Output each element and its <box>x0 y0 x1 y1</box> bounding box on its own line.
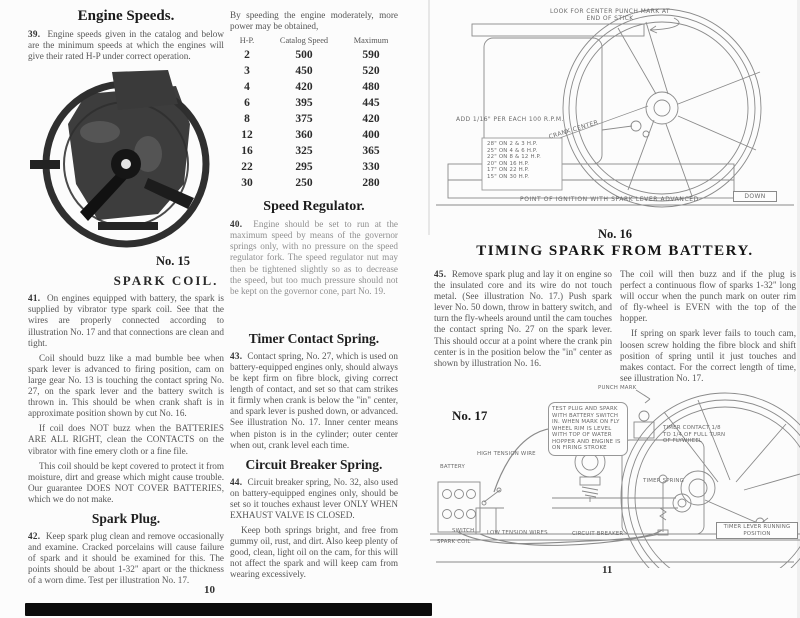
cell-catalog: 360 <box>295 128 313 141</box>
paragraph-45-col2b: If spring on spark lever fails to touch cam, loosen screw holding the fibre block and shift position of spring until it just touches and makes contact. For the correct length of time, see illustration No. 17. <box>620 328 796 383</box>
hp-distance-item: 17" ON 22 H.P. <box>487 167 530 173</box>
fig17-battery-label: BATTERY <box>440 464 465 470</box>
table-row <box>230 47 398 63</box>
paragraph-40-text: Engine should be set to run at the maximum speed by means of the governor springs only, with no pressure on the speed regulator fork. The speed regulator nut may then be tightened slightly so as to decrease the speed, but too much pressure should not be kept on the governor cone, part No. 19. <box>230 219 399 296</box>
circuit-breaker-spring-heading: Circuit Breaker Spring. <box>245 456 383 472</box>
page-gutter-shadow <box>428 0 430 235</box>
cell-max: 520 <box>362 64 380 77</box>
cell-hp: 6 <box>244 96 250 109</box>
fig17-punch-mark-label: PUNCH MARK <box>598 385 637 391</box>
speed-regulator-heading: Speed Regulator. <box>263 199 365 215</box>
paragraph-45-col2a: The coil will then buzz and if the plug is perfect a continuous flow of sparks 1-32" long will occur when the punch mark on outer rim of fly-wheel is EVEN with the top of the hopper. <box>620 269 796 324</box>
table-row <box>230 143 398 159</box>
cell-hp: 22 <box>241 160 253 173</box>
cell-max: 420 <box>362 112 380 125</box>
right-page-number: 11 <box>602 564 613 576</box>
paragraph-40 <box>230 219 398 297</box>
paragraph-41a-text: On engines equipped with battery, the spark is supplied by vibrator type spark coil. See that the wires are properly connected according to illustration No. 17 and that connections are clean and tight. <box>28 293 225 348</box>
left-page-column-2 <box>230 10 398 585</box>
paragraph-39-number: 39. <box>28 29 41 39</box>
paragraph-45-number: 45. <box>434 269 447 279</box>
paragraph-44-text: Circuit breaker spring, No. 32, also used on battery-equipped engines only, should be set so it touches exhaust lever ONLY WHEN EXHAUST VALVE IS CLOSED. <box>230 476 398 520</box>
cell-catalog: 250 <box>295 176 313 189</box>
left-page-column-1 <box>28 8 224 590</box>
spark-plug-heading: Spark Plug. <box>91 510 161 526</box>
cell-catalog: 375 <box>295 112 313 125</box>
figure-15-engine-photo <box>28 66 220 250</box>
engine-speeds-heading: Engine Speeds. <box>77 8 175 24</box>
table-row <box>230 79 398 95</box>
timing-spark-heading: TIMING SPARK FROM BATTERY. <box>476 243 754 259</box>
cell-hp: 30 <box>241 176 253 189</box>
timer-contact-spring-heading: Timer Contact Spring. <box>248 330 380 346</box>
fig17-circuit-breaker-label: CIRCUIT BREAKER <box>572 531 624 537</box>
figure-15-caption-row <box>28 252 224 270</box>
fig17-spark-coil-label: SPARK COIL <box>437 539 471 545</box>
paragraph-44 <box>230 477 398 521</box>
paragraph-45-col1-text: Remove spark plug and lay it on engine so the insulated core and its wire do not touch metal. (See illustration No. 17.) Push spark lever No. 50 down, throw in battery switch, and turn the fly-wheels around until the cam touches the contact spring No. 27 on the spark lever. This should occur at a point where the crank pin center is in the position below the "in" center as shown by illustration No. 16. <box>434 269 613 368</box>
cell-max: 365 <box>362 144 380 157</box>
hp-distance-item: 15" ON 30 H.P. <box>487 173 530 180</box>
spark-coil-heading: SPARK COIL. <box>113 273 219 289</box>
fig17-timer-lever-label: TIMER LEVER RUNNING POSITION <box>716 522 798 539</box>
figure-16-caption: No. 16 <box>597 227 633 241</box>
fig16-down-label: DOWN <box>733 191 777 202</box>
table-row <box>230 175 398 191</box>
fig16-point-of-ignition-label: POINT OF IGNITION WITH SPARK LEVER ADVANCED <box>520 196 699 203</box>
cell-max: 590 <box>362 48 380 61</box>
hp-distance-item: 20" ON 16 H.P. <box>487 160 530 167</box>
cell-hp: 8 <box>244 112 250 125</box>
cell-hp: 4 <box>244 80 250 93</box>
paragraph-41b: Coil should buzz like a mad bumble bee when spark lever is advanced to firing position, cam on large gear No. 13 is touching the contact spring No. 27, on the spark lever and the battery switch is thrown in. This should be when crank shaft is in approximate position shown by cut No. 16. <box>28 352 224 419</box>
table-row <box>230 127 398 143</box>
right-page-column-1 <box>434 269 612 373</box>
figure-17-caption: No. 17 <box>452 408 488 423</box>
speed-table-head <box>230 36 398 47</box>
cell-hp: 3 <box>244 64 250 77</box>
cell-max: 330 <box>362 160 380 173</box>
table-row <box>230 111 398 127</box>
paragraph-41c: If coil does NOT buzz when the BATTERIES ARE ALL RIGHT, clean the CONTACTS on the vibrator with fine emery cloth or a fine file. <box>28 423 224 456</box>
paragraph-42 <box>28 531 224 586</box>
paragraph-44-number: 44. <box>230 476 243 487</box>
fig17-switch-label: SWITCH <box>452 528 475 534</box>
hp-distance-item: 28" ON 2 & 3 H.P. <box>487 141 538 147</box>
cell-catalog: 420 <box>295 80 313 93</box>
speed-table <box>230 36 398 191</box>
table-row <box>230 159 398 175</box>
cell-catalog: 450 <box>295 64 313 77</box>
cell-max: 445 <box>362 96 380 109</box>
cell-catalog: 395 <box>295 96 313 109</box>
paragraph-41a <box>28 293 224 348</box>
cell-catalog: 295 <box>295 160 313 173</box>
paragraph-40-number: 40. <box>230 219 243 230</box>
paragraph-45-col1 <box>434 269 612 369</box>
speed-table-header-hp: H-P. <box>239 36 255 46</box>
cell-max: 400 <box>362 128 380 141</box>
table-row <box>230 63 398 79</box>
paragraph-41-number: 41. <box>28 293 41 304</box>
fig16-crank-center-label: CRANK CENTER <box>548 118 600 141</box>
cell-hp: 12 <box>241 128 253 141</box>
fig16-add-rpm-label: ADD 1/16" PER EACH 100 R.P.M. <box>456 116 564 123</box>
hp-distance-item: 22" ON 8 & 12 H.P. <box>487 154 542 160</box>
cell-hp: 2 <box>244 48 250 61</box>
fig16-punch-mark-label: LOOK FOR CENTER PUNCH MARK AT END OF STICK <box>550 8 670 23</box>
cell-hp: 16 <box>241 144 253 157</box>
paragraph-43 <box>230 351 398 451</box>
cell-catalog: 325 <box>295 144 313 157</box>
fig17-timer-spring-label: TIMER SPRING <box>643 478 685 484</box>
speed-intro-text: By speeding the engine moderately, more power may be obtained, <box>230 10 398 32</box>
speed-table-body <box>230 47 398 191</box>
figure-15-caption: No. 15 <box>155 254 190 269</box>
paragraph-39-text: Engine speeds given in the catalog and below are the minimum speeds at which the engines will give their rated H-P under correct operation. <box>28 29 224 62</box>
paragraph-41d: This coil should be kept covered to protect it from moisture, dirt and grease which might cause trouble. Our guarantee DOES NOT COVER BATTERIES, which we do not make. <box>28 460 224 504</box>
hp-distance-item: 25" ON 4 & 6 H.P. <box>487 147 538 154</box>
fig17-test-plug-note: TEST PLUG AND SPARK WITH BATTERY SWITCH IN. WHEN MARK ON FLY WHEEL RIM IS LEVEL WITH TOP OF WATER HOPPER AND ENGINE IS ON FIRING STROKE <box>548 402 628 456</box>
fig17-high-tension-wire-label: HIGH TENSION WIRE <box>477 451 536 457</box>
fig17-low-tension-wires-label: LOW TENSION WIRES <box>487 530 548 536</box>
paragraph-42-number: 42. <box>28 530 41 541</box>
cell-catalog: 500 <box>295 48 313 61</box>
fig16-hp-distance-list <box>487 141 561 180</box>
left-page-number: 10 <box>204 584 215 596</box>
paragraph-39 <box>28 29 224 62</box>
speed-table-header-maximum: Maximum <box>353 36 389 46</box>
table-row <box>230 95 398 111</box>
cell-max: 280 <box>362 176 380 189</box>
paragraph-42-text: Keep spark plug clean and remove occasionally and examine. Cracked porcelains will cause failure of spark and it should be examined for this. The points should be about 1-32" apart or the thickness of a worn dime. Test per illustration No. 17. <box>28 530 224 586</box>
scan-artifact-bar <box>25 603 432 616</box>
paragraph-44b: Keep both springs bright, and free from gummy oil, rust, and dirt. Also keep plenty of good, clean, light oil on the cam, for this will not affect the spark and will keep cam from wearing excessively. <box>230 525 398 580</box>
fig17-timer-contact-label: TIMER CONTACT 1/8 TO 1/4 OF FULL TURN OF FLYWHEEL <box>663 425 726 444</box>
speed-table-header-catalog: Catalog Speed <box>279 36 329 46</box>
paragraph-43-number: 43. <box>230 350 243 361</box>
cell-max: 480 <box>362 80 380 93</box>
paragraph-43-text: Contact spring, No. 27, which is used on battery-equipped engines only, should always be kept firm on fibre block, giving correct length of contact, and set so that cam strikes it firmly when crank is below the "in" center, and spark lever is pushed down, or advanced. See illustration No. 17. Inner center means when piston is in the cylinder; outer center when out, crank level each time. <box>230 350 398 450</box>
right-page-column-2 <box>620 269 796 388</box>
